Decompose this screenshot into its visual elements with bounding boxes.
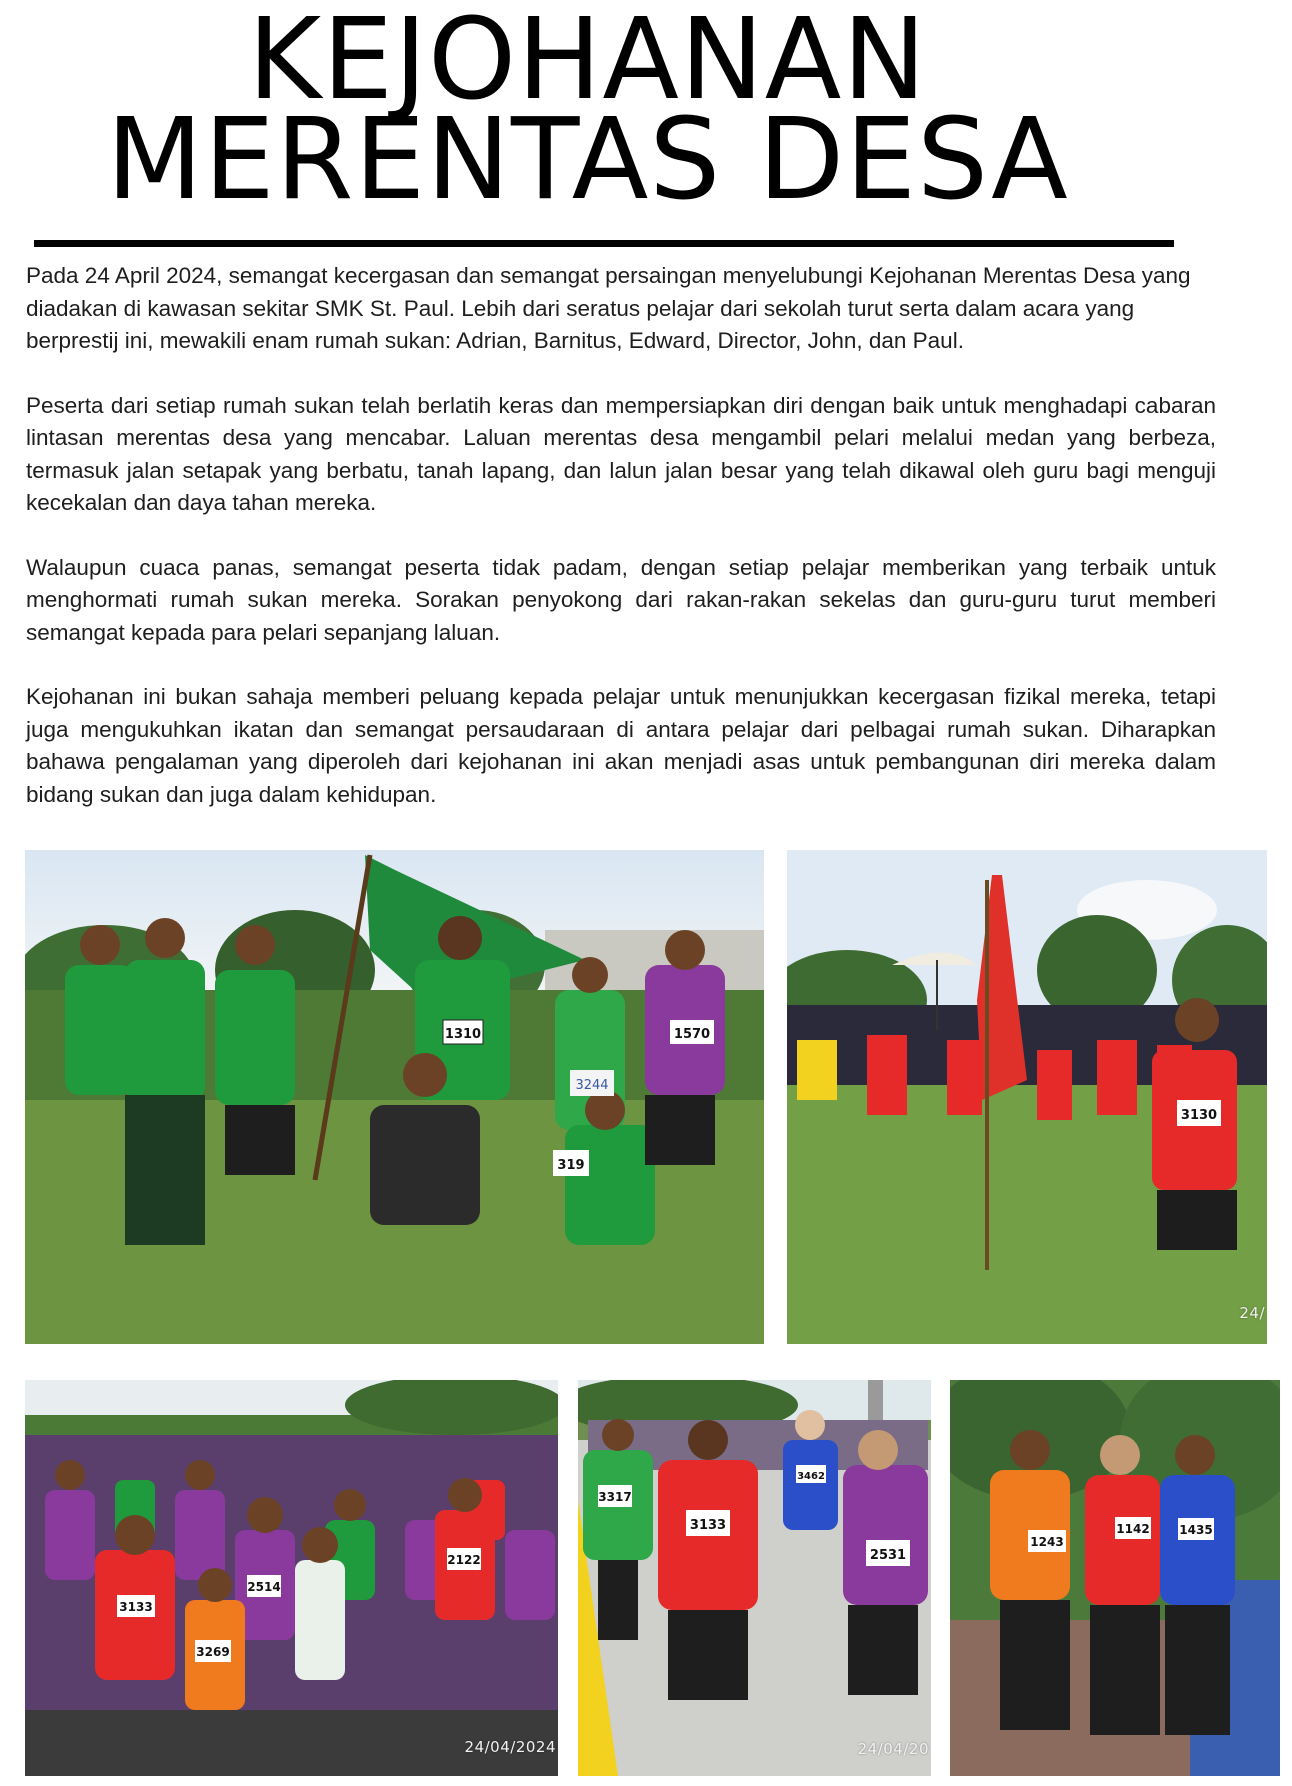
photo-red-team-art [787,850,1267,1344]
title-line-2: MERENTAS DESA [106,95,1069,225]
date-stamp-runners: 24/04/20 [857,1740,929,1758]
bib-3269: 3269 [196,1645,230,1659]
date-stamp-crowd: 24/04/2024 [464,1738,556,1756]
photo-runners-art [578,1380,931,1776]
title-divider [34,240,1174,247]
photo-trio-art [950,1380,1280,1776]
bib-1435: 1435 [1179,1523,1213,1537]
bib-3317: 3317 [598,1490,632,1504]
bib-1310: 1310 [444,1027,482,1042]
photo-green-team-art [25,850,764,1344]
bib-2122: 2122 [447,1553,481,1567]
photo-green-team [25,850,764,1344]
bib-3133-b: 3133 [689,1518,727,1533]
paragraph-2: Peserta dari setiap rumah sukan telah berlatih keras dan mempersiapkan diri dengan baik untuk menghadapi cabaran lintasan merentas desa yang mencabar. Laluan merentas desa mengambil pelari melalui medan yang berbeza, termasuk jalan setapak yang berbatu, tanah lapang, dan lalun jalan besar yang telah dikawal oleh guru bagi menguji kecekalan dan daya tahan mereka. [26,392,1216,515]
photo-trio [950,1380,1280,1776]
bib-3133-a: 3133 [119,1600,153,1614]
paragraph-4: Kejohanan ini bukan sahaja memberi peluang kepada pelajar untuk menunjukkan kecergasan fizikal mereka, tetapi juga mengukuhkan ikatan dan semangat persaudaraan di antara pelajar dari pelbagai rumah sukan. Diharapkan bahawa pengalaman yang diperoleh dari kejohanan ini akan menjadi asas untuk pembangunan diri mereka dalam bidang sukan dan juga dalam kehidupan. [26,684,1216,807]
bib-319: 319 [557,1158,585,1173]
bib-3244: 3244 [575,1078,609,1093]
date-stamp-red-team: 24/ [1239,1304,1265,1322]
bib-2531: 2531 [869,1548,907,1563]
paragraph-1: Pada 24 April 2024, semangat kecergasan dan semangat persaingan menyelubungi Kejohanan Merentas Desa yang diadakan di kawasan sekitar SMK St. Paul. Lebih dari seratus pelajar dari sekolah turut serta dalam acara yang berprestij ini, mewakili enam rumah sukan: Adrian, Barnitus, Edward, Director, John, dan Paul. [26,263,1191,353]
bib-2514: 2514 [247,1580,281,1594]
title-line-1: KEJOHANAN [247,0,928,125]
page-title [0,0,1175,225]
article-body [26,260,1216,843]
paragraph-3: Walaupun cuaca panas, semangat peserta tidak padam, dengan setiap pelajar memberikan yang terbaik untuk menghormati rumah sukan mereka. Sorakan penyokong dari rakan-rakan sekelas dan guru-guru turut memberi semangat kepada para pelari sepanjang laluan. [26,554,1216,645]
bib-1570: 1570 [673,1027,711,1042]
photo-runners [578,1380,931,1776]
bib-3462: 3462 [797,1471,825,1482]
bib-1243: 1243 [1030,1535,1064,1549]
bib-3130: 3130 [1180,1108,1218,1123]
photo-crowd-start [25,1380,558,1776]
bib-1142: 1142 [1116,1522,1150,1536]
photo-crowd-start-art [25,1380,558,1776]
photo-red-team [787,850,1267,1344]
